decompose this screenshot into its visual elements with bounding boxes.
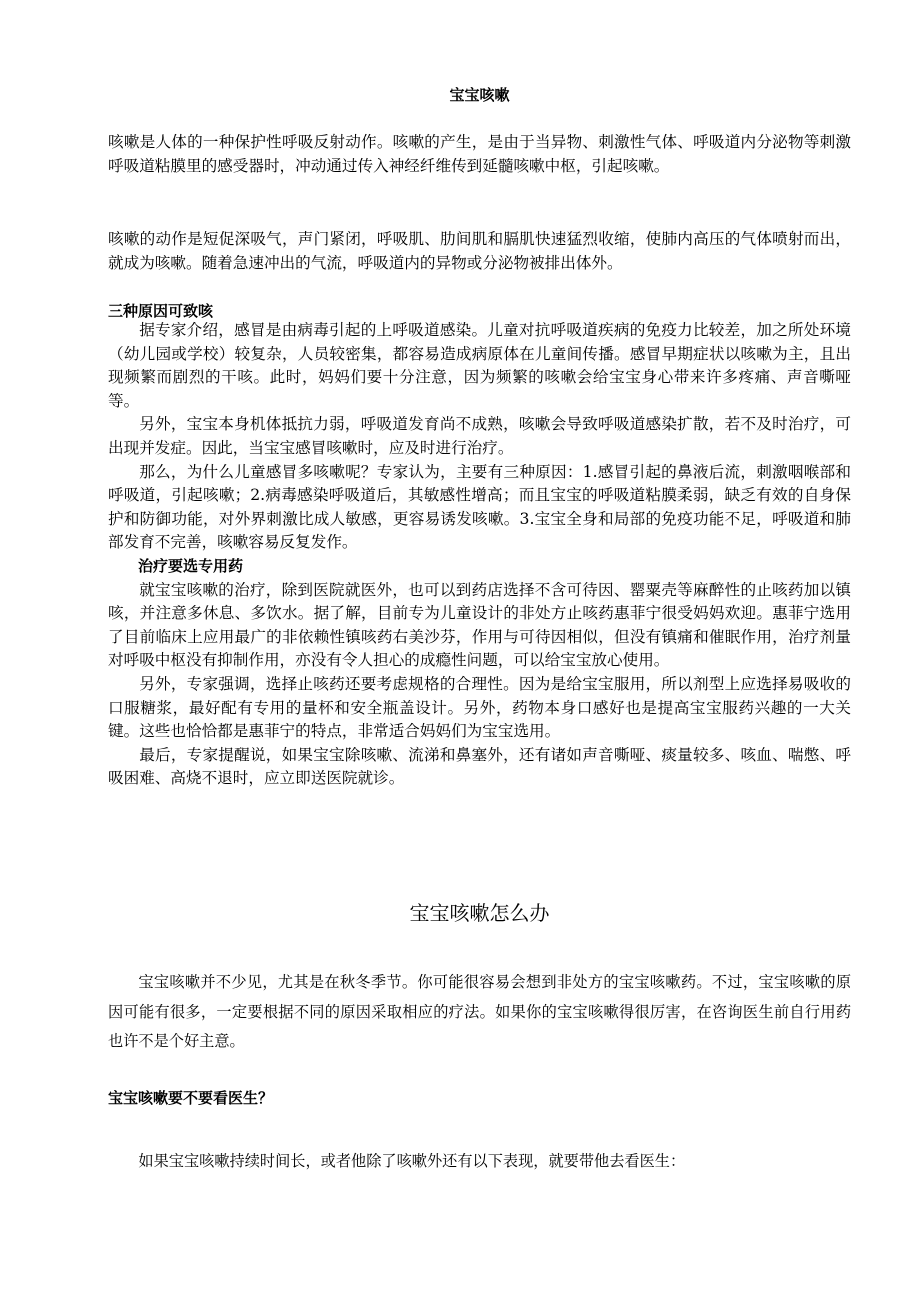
paragraph-see-doctor: 如果宝宝咳嗽持续时间长，或者他除了咳嗽外还有以下表现，就要带他去看医生：: [138, 1152, 686, 1170]
second-title: 宝宝咳嗽怎么办: [409, 901, 550, 925]
paragraph-cough-definition: 咳嗽是人体的一种保护性呼吸反射动作。咳嗽的产生，是由于当异物、刺激性气体、呼吸道内分泌物等刺激呼吸道粘膜里的感受器时，冲动通过传入神经纤维传到延髓咳嗽中枢，引起咳嗽。: [108, 133, 851, 175]
section-heading-three-causes: 三种原因可致咳: [108, 302, 214, 320]
document-title: 宝宝咳嗽: [449, 86, 510, 104]
paragraph-cough-action: 咳嗽的动作是短促深吸气，声门紧闭，呼吸肌、肋间肌和膈肌快速猛烈收缩，使肺内高压的气体喷射而出，就成为咳嗽。随着急速冲出的气流，呼吸道内的异物或分泌物被排出体外。: [108, 230, 851, 272]
paragraph-three-reasons: 那么，为什么儿童感冒多咳嗽呢？专家认为，主要有三种原因：1.感冒引起的鼻液后流，刺激咽喉部和呼吸道，引起咳嗽；2.病毒感染呼吸道后，其敏感性增高；而且宝宝的呼吸道粘膜柔弱，缺乏有效的自身保护和防御功能，对外界刺激比成人敏感，更容易诱发咳嗽。3.宝宝全身和局部的免疫功能不足，呼吸道和肺部发育不完善，咳嗽容易反复发作。: [108, 462, 851, 552]
paragraph-treatment: 就宝宝咳嗽的治疗，除到医院就医外，也可以到药店选择不含可待因、罂粟壳等麻醉性的止咳药加以镇咳，并注意多休息、多饮水。据了解，目前专为儿童设计的非处方止咳药惠菲宁很受妈妈欢迎。惠菲宁选用了目前临床上应用最广的非依赖性镇咳药右美沙芬，作用与可待因相似，但没有镇痛和催眠作用，治疗剂量对呼吸中枢没有抑制作用，亦没有令人担心的成瘾性问题，可以给宝宝放心使用。: [108, 580, 851, 670]
paragraph-expert-intro: 据专家介绍，感冒是由病毒引起的上呼吸道感染。儿童对抗呼吸道疾病的免疫力比较差，加之所处环境（幼儿园或学校）较复杂，人员较密集，都容易造成病原体在儿童间传播。感冒早期症状以咳嗽为主，且出现频繁而剧烈的干咳。此时，妈妈们要十分注意，因为频繁的咳嗽会给宝宝身心带来许多疼痛、声音嘶哑等。: [108, 321, 851, 410]
section-body: [108, 319, 851, 791]
section-heading-treatment: 治疗要选专用药: [138, 556, 244, 575]
paragraph-warning: 最后，专家提醒说，如果宝宝除咳嗽、流涕和鼻塞外，还有诸如声音嘶哑、痰量较多、咳血、喘憋、呼吸困难、高烧不退时，应立即送医院就诊。: [108, 745, 851, 788]
paragraph-intro-2: 宝宝咳嗽并不少见，尤其是在秋冬季节。你可能很容易会想到非处方的宝宝咳嗽药。不过，宝宝咳嗽的原因可能有很多，一定要根据不同的原因采取相应的疗法。如果你的宝宝咳嗽得很厉害，在咨询医生前自行用药也许不是个好主意。: [108, 973, 851, 1050]
section-heading-see-doctor: 宝宝咳嗽要不要看医生？: [108, 1089, 274, 1107]
paragraph-immunity: 另外，宝宝本身机体抵抗力弱，呼吸道发育尚不成熟，咳嗽会导致呼吸道感染扩散，若不及时治疗，可出现并发症。因此，当宝宝感冒咳嗽时，应及时进行治疗。: [108, 415, 851, 457]
paragraph-dosage-form: 另外，专家强调，选择止咳药还要考虑规格的合理性。因为是给宝宝服用，所以剂型上应选择易吸收的口服糖浆，最好配有专用的量杯和安全瓶盖设计。另外，药物本身口感好也是提高宝宝服药兴趣的一大关键。这些也恰恰都是惠菲宁的特点，非常适合妈妈们为宝宝选用。: [108, 674, 851, 741]
